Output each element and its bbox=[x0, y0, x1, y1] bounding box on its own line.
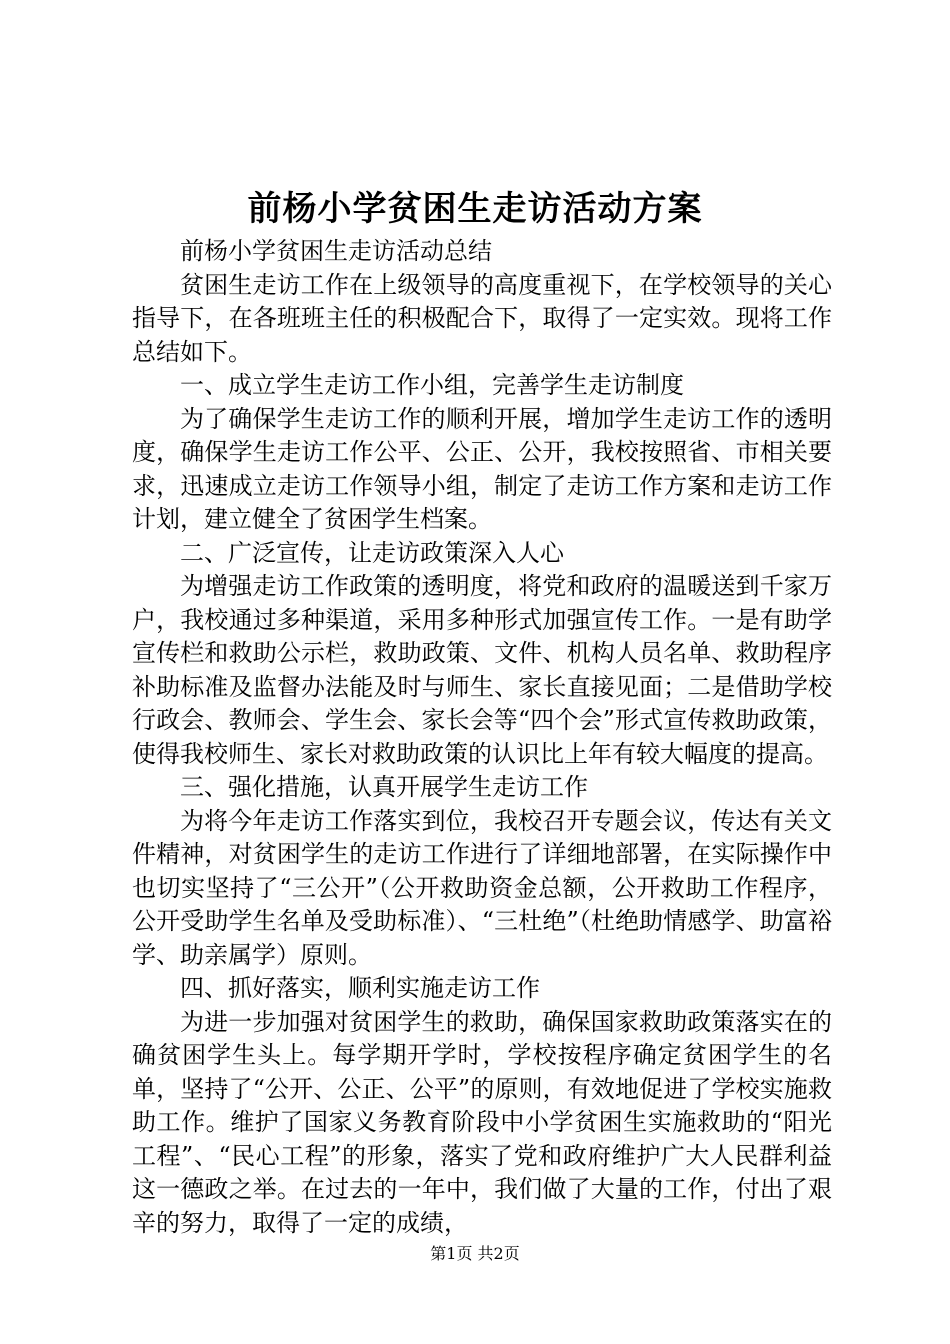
section-paragraph-3: 为将今年走访工作落实到位，我校召开专题会议，传达有关文件精神，对贫困学生的走访工作进行了详细地部署，在实际操作中也切实坚持了“三公开”（公开救助资金总额，公开救助工作程序，公开受助学生名单及受助标准）、“三杜绝”（杜绝助情感学、助富裕学、助亲属学）原则。 bbox=[132, 806, 832, 969]
subtitle-paragraph: 前杨小学贫困生走访活动总结 bbox=[180, 237, 492, 265]
section-heading-3: 三、强化措施，认真开展学生走访工作 bbox=[180, 773, 588, 801]
intro-paragraph: 贫困生走访工作在上级领导的高度重视下，在学校领导的关心指导下，在各班班主任的积极配合下，取得了一定实效。现将工作总结如下。 bbox=[132, 270, 832, 366]
section-heading-2: 二、广泛宣传，让走访政策深入人心 bbox=[180, 538, 564, 567]
section-paragraph-4: 为进一步加强对贫困学生的救助，确保国家救助政策落实在的确贫困学生头上。每学期开学时，学校按程序确定贫困学生的名单，坚持了“公开、公正、公平”的原则，有效地促进了学校实施救助工作。维护了国家义务教育阶段中小学贫困生实施救助的“阳光工程”、“民心工程”的形象，落实了党和政府维护广大人民群利益这一德政之举。在过去的一年中，我们做了大量的工作，付出了艰辛的努力，取得了一定的成绩， bbox=[132, 1007, 832, 1237]
section-heading-4: 四、抓好落实，顺利实施走访工作 bbox=[180, 974, 540, 1002]
page-footer: 第1页 共2页 bbox=[430, 1244, 520, 1263]
section-paragraph-2: 为增强走访工作政策的透明度，将党和政府的温暖送到千家万户，我校通过多种渠道，采用多种形式加强宣传工作。一是有助学宣传栏和救助公示栏，救助政策、文件、机构人员名单、救助程序补助标准及监督办法能及时与师生、家长直接见面；二是借助学校行政会、教师会、学生会、家长会等“四个会”形式宣传救助政策，使得我校师生、家长对救助政策的认识比上年有较大幅度的提高。 bbox=[132, 572, 832, 768]
document-body bbox=[132, 235, 832, 1240]
section-heading-1: 一、成立学生走访工作小组，完善学生走访制度 bbox=[180, 371, 684, 399]
section-paragraph-1: 为了确保学生走访工作的顺利开展，增加学生走访工作的透明度，确保学生走访工作公平、公正、公开，我校按照省、市相关要求，迅速成立走访工作领导小组，制定了走访工作方案和走访工作计划，建立健全了贫困学生档案。 bbox=[132, 404, 832, 533]
document-title: 前杨小学贫困生走访活动方案 bbox=[247, 189, 703, 229]
